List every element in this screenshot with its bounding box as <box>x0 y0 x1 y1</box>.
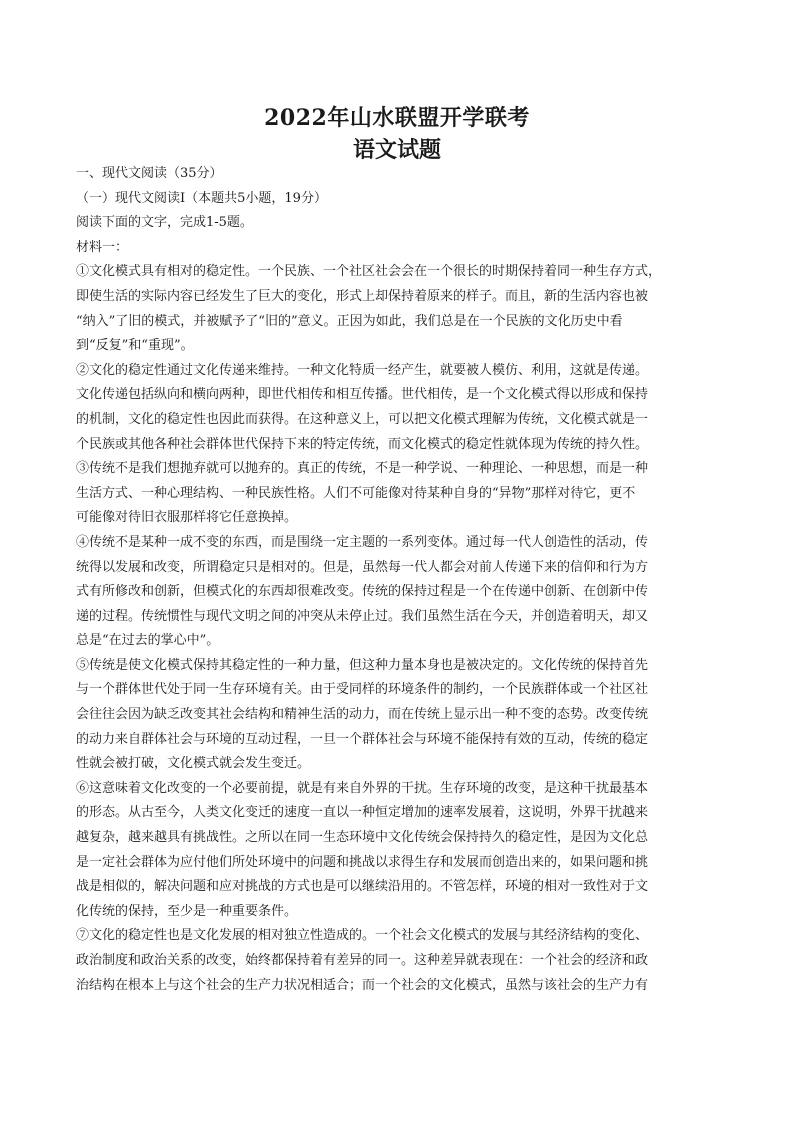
paragraph-line: 的机制，文化的稳定性也因此而获得。在这种意义上，可以把文化模式理解为传统，文化模式就是一 <box>76 411 649 427</box>
paragraph-2 <box>76 359 724 457</box>
paragraph-6 <box>76 777 724 925</box>
paragraph-line: 式有所修改和创新，但模式化的东西却很难改变。传统的保持过程是一个在传递中创新、在创新中传 <box>76 584 649 600</box>
exam-subject: 语文试题 <box>352 137 441 163</box>
paragraph-line: 统得以发展和改变，所谓稳定只是相对的。但是，虽然每一代人都会对前人传递下来的信仰和行为方 <box>76 559 649 575</box>
paragraph-line: ①文化模式具有相对的稳定性。一个民族、一个社区社会会在一个很长的时期保持着同一种生存方式， <box>76 264 662 280</box>
paragraph-line: 总是“在过去的掌心中”。 <box>76 633 220 649</box>
title-block <box>0 103 794 165</box>
paragraph-line: ②文化的稳定性通过文化传递来维持。一种文化特质一经产生，就要被人模仿、利用，这就是传递。 <box>76 362 649 378</box>
paragraph-line: 化传统的保持，至少是一种重要条件。 <box>76 903 298 919</box>
paragraph-line: 会往往会因为缺乏改变其社会结构和精神生活的动力，而在传统上显示出一种不变的态势。改变传统 <box>76 707 649 723</box>
paragraph-line: ⑦文化的稳定性也是文化发展的相对独立性造成的。一个社会文化模式的发展与其经济结构的变化、 <box>76 928 649 944</box>
paragraph-4 <box>76 531 724 654</box>
paragraph-5 <box>76 654 724 777</box>
paragraph-line: 战是相似的，解决问题和应对挑战的方式也是可以继续沿用的。不管怎样，环境的相对一致性对于文 <box>76 879 649 895</box>
paragraph-line: 的形态。从古至今，人类文化变迁的速度一直以一种恒定增加的速率发展着，这说明，外界干扰越来 <box>76 805 649 821</box>
exam-title: 2022年山水联盟开学联考 <box>264 105 530 131</box>
paragraph-line: 递的过程。传统惯性与现代文明之间的冲突从未停止过。我们虽然生活在今天，并创造着明天，却又 <box>76 608 649 624</box>
paragraph-line: 个民族或其他各种社会群体世代保持下来的特定传统，而文化模式的稳定性就体现为传统的持久性。 <box>76 436 649 452</box>
paragraph-line: 生活方式、一种心理结构、一种民族性格。人们不可能像对待某种自身的“异物”那样对待它，更不 <box>76 485 636 501</box>
paragraph-line: 的动力来自群体社会与环境的互动过程，一旦一个群体社会与环境不能保持有效的互动，传统的稳定 <box>76 731 649 747</box>
paragraph-line: 性就会被打破，文化模式就会发生变迁。 <box>76 756 311 772</box>
paragraph-line: “纳入”了旧的模式，并被赋予了“旧的”意义。正因为如此，我们总是在一个民族的文化历史中看 <box>76 313 623 329</box>
paragraph-line: 政治制度和政治关系的改变，始终都保持着有差异的同一。这种差异就表现在：一个社会的经济和政 <box>76 953 649 968</box>
paragraph-line: 即使生活的实际内容已经发生了巨大的变化，形式上却保持着原来的样子。而且，新的生活内容也被 <box>76 288 649 304</box>
paragraph-line: 到“反复”和“重现”。 <box>76 338 194 354</box>
paragraph-line: 文化传递包括纵向和横向两种，即世代相传和相互传播。世代相传，是一个文化模式得以形成和保持 <box>76 387 649 403</box>
exam-content <box>76 162 724 998</box>
paragraph-line: ④传统不是某种一成不变的东西，而是围绕一定主题的一系列变体。通过每一代人创造性的活动，传 <box>76 534 649 550</box>
reading-instruction: 阅读下面的文字，完成1-5题。 <box>76 215 253 231</box>
paragraph-3 <box>76 457 724 531</box>
paragraph-1 <box>76 260 724 358</box>
paragraph-line: 与一个群体世代处于同一生存环境有关。由于受同样的环境条件的制约，一个民族群体或一个社区社 <box>76 682 649 698</box>
section-heading: 一、现代文阅读（35分） <box>76 166 223 181</box>
paragraph-line: ⑥这意味着文化改变的一个必要前提，就是有来自外界的干扰。生存环境的改变，是这种干扰最基本 <box>76 780 649 796</box>
material-label: 材料一： <box>76 239 129 255</box>
paragraph-line: 越复杂，越来越具有挑战性。之所以在同一生态环境中文化传统会保持持久的稳定性，是因为文化总 <box>76 830 649 846</box>
paragraph-line: ⑤传统是使文化模式保持其稳定性的一种力量，但这种力量本身也是被决定的。文化传统的保持首先 <box>76 657 649 673</box>
paragraph-line: 是一定社会群体为应付他们所处环境中的问题和挑战以求得生存和发展而创造出来的，如果问题和挑 <box>76 854 649 870</box>
sub-section-heading: （一）现代文阅读Ⅰ（本题共5小题，19分） <box>76 190 327 206</box>
paragraph-line: 可能像对待旧衣服那样将它任意换掉。 <box>76 510 298 526</box>
paragraph-line: ③传统不是我们想抛弃就可以抛弃的。真正的传统，不是一种学说、一种理论、一种思想，而是一种 <box>76 461 649 477</box>
paragraph-7 <box>76 924 724 998</box>
paragraph-line: 治结构在根本上与这个社会的生产力状况相适合；而一个社会的文化模式，虽然与该社会的生产力有 <box>76 977 649 993</box>
